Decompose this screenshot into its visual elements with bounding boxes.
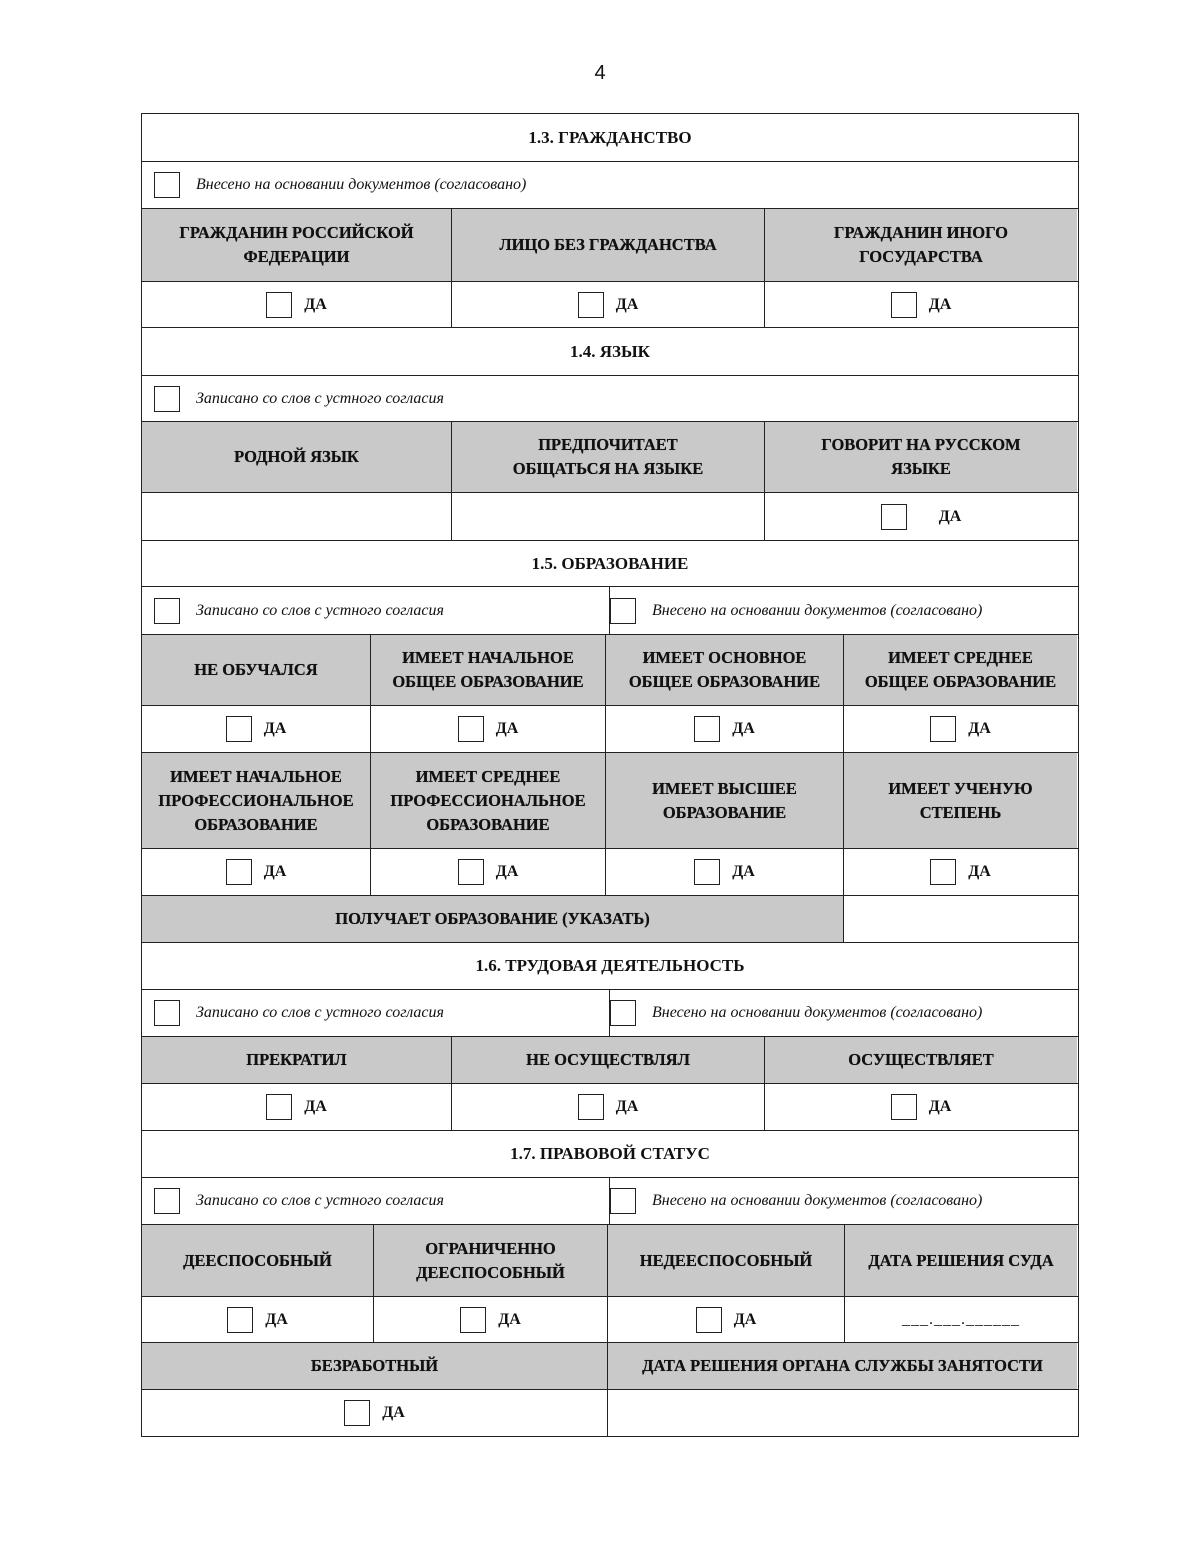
header-row (142, 753, 1078, 849)
court-date-field[interactable]: ___.___.______ (902, 1310, 1020, 1328)
yes-checkbox[interactable] (460, 1307, 486, 1333)
header-cell: НЕ ОБУЧАЛСЯ (142, 635, 371, 705)
section-title: 1.6. ТРУДОВАЯ ДЕЯТЕЛЬНОСТЬ (475, 956, 745, 975)
oral-consent-checkbox[interactable] (154, 598, 180, 624)
header-cell: ИМЕЕТ НАЧАЛЬНОЕ ПРОФЕССИОНАЛЬНОЕ ОБРАЗОВАНИЕ (142, 753, 371, 848)
yes-label: ДА (498, 1310, 521, 1328)
note-row (142, 162, 1078, 209)
yes-checkbox[interactable] (578, 292, 604, 318)
note-label: Внесено на основании документов (согласовано) (652, 1004, 983, 1021)
yes-label: ДА (495, 720, 519, 737)
note-row (142, 587, 1078, 635)
yes-label: ДА (733, 1310, 757, 1328)
header-cell: ИМЕЕТ ОСНОВНОЕ ОБЩЕЕ ОБРАЗОВАНИЕ (606, 635, 844, 705)
yes-checkbox[interactable] (891, 292, 917, 318)
yes-checkbox[interactable] (344, 1400, 370, 1426)
yes-checkbox[interactable] (891, 1094, 917, 1120)
answer-row (142, 1297, 1078, 1343)
note-label: Записано со слов с устного согласия (196, 601, 444, 619)
studying-label: ПОЛУЧАЕТ ОБРАЗОВАНИЕ (УКАЗАТЬ) (142, 896, 844, 942)
yes-checkbox[interactable] (266, 1094, 292, 1120)
oral-consent-checkbox[interactable] (154, 1000, 180, 1026)
header-cell: ПРЕДПОЧИТАЕТ ОБЩАТЬСЯ НА ЯЗЫКЕ (452, 422, 765, 492)
answer-row (142, 849, 1078, 896)
oral-consent-checkbox[interactable] (154, 386, 180, 412)
answer-row (142, 1084, 1078, 1131)
yes-checkbox[interactable] (881, 504, 907, 530)
section-title: 1.7. ПРАВОВОЙ СТАТУС (510, 1144, 710, 1163)
answer-row (142, 1390, 1078, 1436)
yes-checkbox[interactable] (226, 859, 252, 885)
header-cell: ГОВОРИТ НА РУССКОМ ЯЗЫКЕ (765, 422, 1077, 492)
header-cell: НЕ ОСУЩЕСТВЛЯЛ (452, 1037, 765, 1083)
yes-label: ДА (938, 507, 962, 525)
section-title: 1.4. ЯЗЫК (569, 341, 651, 361)
header-cell: ИМЕЕТ СРЕДНЕЕ ОБЩЕЕ ОБРАЗОВАНИЕ (844, 635, 1077, 705)
yes-label: ДА (968, 720, 991, 737)
header-cell: ПРЕКРАТИЛ (142, 1037, 452, 1083)
yes-label: ДА (263, 720, 287, 737)
header-cell: ЛИЦО БЕЗ ГРАЖДАНСТВА (452, 209, 765, 281)
yes-label: ДА (968, 863, 991, 880)
header-row (142, 635, 1078, 706)
header-cell: ИМЕЕТ СРЕДНЕЕ ПРОФЕССИОНАЛЬНОЕ ОБРАЗОВАНИЕ (371, 753, 606, 848)
yes-label: ДА (382, 1404, 405, 1421)
header-cell: ГРАЖДАНИН ИНОГО ГОСУДАРСТВА (765, 209, 1077, 281)
employment-date-field[interactable] (608, 1390, 1077, 1436)
header-cell: ИМЕЕТ УЧЕНУЮ СТЕПЕНЬ (844, 753, 1077, 848)
preferred-language-field[interactable] (452, 493, 765, 540)
section-title: 1.5. ОБРАЗОВАНИЕ (531, 553, 689, 573)
answer-row (142, 493, 1078, 541)
header-cell: ОСУЩЕСТВЛЯЕТ (765, 1037, 1077, 1083)
studying-row (142, 896, 1078, 943)
yes-label: ДА (304, 1098, 327, 1115)
section-title: 1.3. ГРАЖДАНСТВО (528, 127, 692, 147)
header-cell: БЕЗРАБОТНЫЙ (142, 1343, 608, 1389)
citizen-form (141, 113, 1079, 1437)
answer-row (142, 282, 1078, 328)
documents-checkbox[interactable] (610, 1188, 636, 1214)
yes-label: ДА (263, 863, 287, 880)
note-label: Записано со слов с устного согласия (196, 389, 444, 407)
yes-label: ДА (732, 863, 755, 880)
yes-checkbox[interactable] (458, 859, 484, 885)
documents-checkbox[interactable] (610, 1000, 636, 1026)
yes-label: ДА (615, 1098, 639, 1115)
yes-checkbox[interactable] (930, 716, 956, 742)
section-1-5-title-row (142, 541, 1078, 587)
header-cell: ИМЕЕТ ВЫСШЕЕ ОБРАЗОВАНИЕ (606, 753, 844, 848)
header-cell: РОДНОЙ ЯЗЫК (142, 422, 452, 492)
yes-label: ДА (265, 1310, 288, 1328)
documents-checkbox[interactable] (610, 598, 636, 624)
yes-checkbox[interactable] (227, 1307, 253, 1333)
header-cell: НЕДЕЕСПОСОБНЫЙ (608, 1225, 845, 1296)
yes-checkbox[interactable] (696, 1307, 722, 1333)
note-label: Внесено на основании документов (согласовано) (652, 1192, 983, 1209)
header-row (142, 1343, 1078, 1390)
header-cell: ДАТА РЕШЕНИЯ СУДА (845, 1225, 1077, 1296)
yes-label: ДА (495, 863, 519, 880)
yes-label: ДА (928, 295, 952, 313)
section-1-7-title-row (142, 1131, 1078, 1178)
header-cell: ИМЕЕТ НАЧАЛЬНОЕ ОБЩЕЕ ОБРАЗОВАНИЕ (371, 635, 606, 705)
note-label: Записано со слов с устного согласия (196, 1004, 444, 1021)
yes-checkbox[interactable] (578, 1094, 604, 1120)
yes-label: ДА (928, 1098, 952, 1115)
note-label: Внесено на основании документов (согласовано) (196, 176, 527, 193)
native-language-field[interactable] (142, 493, 452, 540)
note-row (142, 990, 1078, 1037)
oral-consent-checkbox[interactable] (154, 1188, 180, 1214)
studying-field[interactable] (844, 896, 1077, 942)
page-number: 4 (594, 62, 606, 84)
answer-row (142, 706, 1078, 753)
yes-checkbox[interactable] (458, 716, 484, 742)
header-cell: ДЕЕСПОСОБНЫЙ (142, 1225, 374, 1296)
header-cell: ДАТА РЕШЕНИЯ ОРГАНА СЛУЖБЫ ЗАНЯТОСТИ (608, 1343, 1077, 1389)
yes-label: ДА (615, 295, 639, 313)
header-row (142, 209, 1078, 282)
section-1-4-title-row (142, 328, 1078, 376)
section-1-3-title-row (142, 114, 1078, 162)
header-row (142, 422, 1078, 493)
section-1-6-title-row (142, 943, 1078, 990)
note-row (142, 376, 1078, 422)
yes-checkbox[interactable] (694, 859, 720, 885)
yes-label: ДА (304, 295, 327, 313)
header-cell: ОГРАНИЧЕННО ДЕЕСПОСОБНЫЙ (374, 1225, 608, 1296)
header-row (142, 1037, 1078, 1084)
header-cell: ГРАЖДАНИН РОССИЙСКОЙ ФЕДЕРАЦИИ (142, 209, 452, 281)
note-label: Записано со слов с устного согласия (196, 1192, 444, 1209)
yes-checkbox[interactable] (266, 292, 292, 318)
yes-label: ДА (732, 720, 755, 737)
documents-checkbox[interactable] (154, 172, 180, 198)
yes-checkbox[interactable] (930, 859, 956, 885)
note-label: Внесено на основании документов (согласовано) (652, 601, 983, 619)
yes-checkbox[interactable] (226, 716, 252, 742)
header-row (142, 1225, 1078, 1297)
yes-checkbox[interactable] (694, 716, 720, 742)
note-row (142, 1178, 1078, 1225)
